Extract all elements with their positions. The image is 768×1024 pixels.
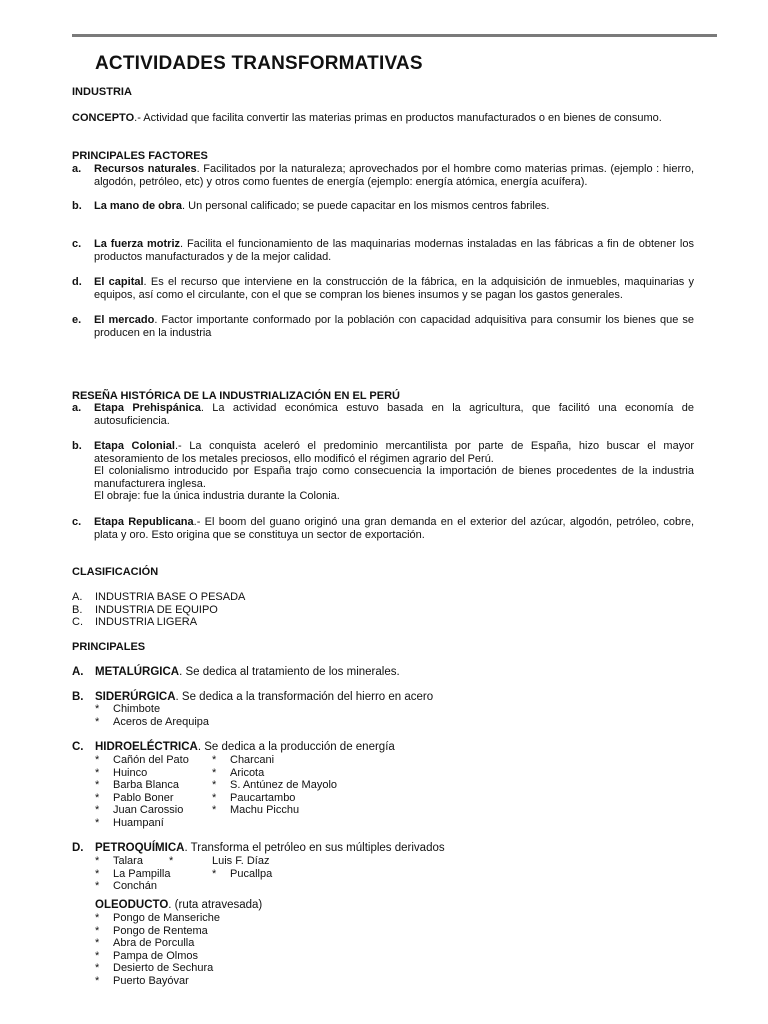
item-text: Conchán xyxy=(113,880,158,893)
item-text: . Se dedica al tratamiento de los minerales. xyxy=(179,666,400,678)
bullet: * xyxy=(95,937,100,950)
petroquimica-list xyxy=(95,855,272,893)
section-heading-clasificacion: CLASIFICACIÓN xyxy=(72,566,159,578)
item-text: Machu Picchu xyxy=(230,804,300,817)
section-heading-principales: PRINCIPALES xyxy=(72,641,146,653)
bullet: * xyxy=(95,962,100,975)
resena-letter: a. xyxy=(72,402,82,414)
list-item xyxy=(95,716,209,729)
item-text: Huinco xyxy=(113,766,148,779)
list-row xyxy=(95,779,337,792)
factor-text: . Es el recurso que interviene en la construcción de la fábrica, en la adquisición de inmuebles, maquinarias y equipos, así como el circulante, con el que se compran los bienes insumos y se pagan los gastos generales. xyxy=(94,276,695,301)
item-text: Pongo de Rentema xyxy=(113,924,208,937)
resena-letter: c. xyxy=(72,516,82,528)
factor-text: . Un personal calificado; se puede capacitar en los mismos centros fabriles. xyxy=(182,200,550,212)
factor-letter: c. xyxy=(72,238,82,250)
item-text: Pablo Boner xyxy=(113,791,174,804)
concept-text: .- Actividad que facilita convertir las materias primas en productos manufacturados o en bienes de consumo. xyxy=(134,112,662,124)
oleoducto-heading xyxy=(95,899,262,912)
list-item xyxy=(95,925,220,938)
item-label: HIDROELÉCTRICA xyxy=(95,741,198,753)
factor-item xyxy=(72,163,694,188)
list-row xyxy=(95,880,272,893)
factor-label: El mercado xyxy=(94,314,155,326)
section-heading-industria: INDUSTRIA xyxy=(72,86,132,98)
bullet: * xyxy=(95,791,100,804)
bullet: * xyxy=(95,703,100,715)
factor-text: . Facilitados por la naturaleza; aprovechados por el hombre como materias primas. (ejemplo : hierro, algodón, petróleo, etc) y otros como fuentes de energía (ejemplo: energía atómica, energía acuífera). xyxy=(94,163,694,188)
item-text: Juan Carossio xyxy=(113,804,184,817)
list-item xyxy=(72,616,694,629)
resena-item xyxy=(72,402,694,427)
item-label: SIDERÚRGICA xyxy=(95,691,176,703)
resena-text: .- La conquista aceleró el predominio mercantilista por parte de España, hizo buscar el mayor atesoramiento de los metales preciosos, ello modificó el régimen agrario del Perú. xyxy=(94,440,694,465)
factor-text: . Factor importante conformado por la población con capacidad adquisitiva para consumir los bienes que se producen en la industria xyxy=(94,314,694,339)
factor-letter: b. xyxy=(72,200,82,212)
resena-text: El obraje: fue la única industria durante la Colonia. xyxy=(94,490,340,503)
list-row xyxy=(95,754,337,767)
item-text: La Pampilla xyxy=(113,867,171,880)
resena-text: . La actividad económica estuvo basada en la agricultura, que facilitó una economía de autosuficiencia. xyxy=(94,402,694,427)
resena-label: Etapa Republicana xyxy=(94,516,194,528)
bullet: * xyxy=(95,912,100,924)
bullet: * xyxy=(95,715,100,728)
item-text: INDUSTRIA BASE O PESADA xyxy=(95,591,246,603)
principal-item-a xyxy=(72,666,694,679)
factor-text: . Facilita el funcionamiento de las maquinarias modernas instaladas en las fábricas a fin de obtener los productos manufacturados y de la mejor calidad. xyxy=(94,238,694,263)
list-row xyxy=(95,804,337,817)
resena-item xyxy=(72,440,694,503)
item-text: Chimbote xyxy=(113,703,161,715)
hidroelectrica-list xyxy=(95,754,337,830)
principal-item-c xyxy=(72,741,694,754)
item-text: Barba Blanca xyxy=(113,779,180,792)
oleoducto-text: . (ruta atravesada) xyxy=(168,899,263,911)
list-item xyxy=(95,912,220,925)
list-row xyxy=(95,792,337,805)
resena-text: El colonialismo introducido por España trajo como consecuencia la importación de bienes procedentes de la industria manufacturera inglesa. xyxy=(94,465,694,490)
list-row xyxy=(95,767,337,780)
resena-letter: b. xyxy=(72,440,82,452)
list-row xyxy=(95,868,272,881)
item-text: Huampaní xyxy=(113,816,164,829)
bullet: * xyxy=(212,766,217,779)
item-text: Puerto Bayóvar xyxy=(113,974,189,987)
item-text: S. Antúnez de Mayolo xyxy=(230,779,338,792)
item-text: Aricota xyxy=(230,766,265,779)
item-text: Pampa de Olmos xyxy=(113,949,198,962)
page-title: ACTIVIDADES TRANSFORMATIVAS xyxy=(95,53,423,74)
item-label: PETROQUÍMICA xyxy=(95,842,185,854)
factor-letter: a. xyxy=(72,163,82,175)
factor-item xyxy=(72,200,694,213)
factor-label: El capital xyxy=(94,276,144,288)
item-text: Charcani xyxy=(230,754,275,766)
item-text: Cañón del Pato xyxy=(113,754,189,766)
concept-paragraph xyxy=(72,112,694,125)
item-text: Luis F. Díaz xyxy=(212,855,270,867)
item-text: Aceros de Arequipa xyxy=(113,715,210,728)
item-letter: B. xyxy=(72,603,83,616)
bullet: * xyxy=(95,974,100,987)
item-text: Pucallpa xyxy=(230,867,273,880)
clasificacion-list xyxy=(72,591,694,629)
siderurgica-list xyxy=(95,703,209,728)
item-text: Desierto de Sechura xyxy=(113,962,214,975)
factor-item xyxy=(72,238,694,263)
item-text: . Transforma el petróleo en sus múltiples derivados xyxy=(184,842,445,854)
bullet: * xyxy=(95,816,100,829)
factor-item xyxy=(72,314,694,339)
bullet: * xyxy=(212,779,217,792)
principal-item-d xyxy=(72,842,694,855)
list-item xyxy=(95,950,220,963)
bullet: * xyxy=(95,779,100,792)
bullet: * xyxy=(168,855,174,867)
resena-text: .- El boom del guano originó una gran demanda en el exterior del azúcar, algodón, petróleo, cobre, plata y oro. Esto origina que se constituya un sector de exportación. xyxy=(94,516,694,541)
bullet: * xyxy=(212,754,217,766)
resena-label: Etapa Colonial xyxy=(94,440,175,452)
item-text: INDUSTRIA LIGERA xyxy=(95,616,198,629)
item-text: Paucartambo xyxy=(230,791,296,804)
item-text: INDUSTRIA DE EQUIPO xyxy=(95,603,218,616)
factor-letter: d. xyxy=(72,276,82,288)
item-text: Abra de Porculla xyxy=(113,937,195,950)
concept-label: CONCEPTO xyxy=(72,112,135,124)
resena-item xyxy=(72,516,694,541)
list-item xyxy=(95,975,220,988)
factor-label: La mano de obra xyxy=(94,200,183,212)
oleoducto-label: OLEODUCTO xyxy=(95,899,169,911)
bullet: * xyxy=(95,855,100,867)
item-letter: A. xyxy=(72,591,83,603)
bullet: * xyxy=(95,949,100,962)
list-item xyxy=(95,962,220,975)
section-heading-factores: PRINCIPALES FACTORES xyxy=(72,150,208,162)
principal-item-b xyxy=(72,691,694,704)
oleoducto-list xyxy=(95,912,220,988)
list-row xyxy=(95,855,272,868)
bullet: * xyxy=(95,924,100,937)
bullet: * xyxy=(95,754,100,766)
factor-letter: e. xyxy=(72,314,82,326)
bullet: * xyxy=(212,867,217,880)
factor-item xyxy=(72,276,694,301)
factor-label: La fuerza motriz xyxy=(94,238,180,250)
list-item xyxy=(95,703,209,716)
item-label: METALÚRGICA xyxy=(95,666,180,678)
item-text: Talara xyxy=(113,855,143,867)
bullet: * xyxy=(95,804,100,817)
item-text: Pongo de Manseriche xyxy=(113,912,221,924)
factor-label: Recursos naturales xyxy=(94,163,197,175)
bullet: * xyxy=(95,880,100,893)
resena-label: Etapa Prehispánica xyxy=(94,402,201,414)
bullet: * xyxy=(95,766,100,779)
list-item xyxy=(72,591,694,604)
item-text: . Se dedica a la transformación del hierro en acero xyxy=(175,691,434,703)
list-item xyxy=(95,937,220,950)
bullet: * xyxy=(212,804,217,817)
section-heading-resena: RESEÑA HISTÓRICA DE LA INDUSTRIALIZACIÓN EN EL PERÚ xyxy=(72,390,400,402)
bullet: * xyxy=(95,867,100,880)
list-row xyxy=(95,817,337,830)
item-letter: A. xyxy=(72,666,84,678)
item-letter: D. xyxy=(72,842,84,854)
item-letter: C. xyxy=(72,616,83,629)
item-letter: C. xyxy=(72,741,84,753)
item-letter: B. xyxy=(72,691,84,703)
item-text: . Se dedica a la producción de energía xyxy=(197,741,395,753)
bullet: * xyxy=(212,791,217,804)
list-item xyxy=(72,604,694,617)
top-rule xyxy=(72,34,717,37)
